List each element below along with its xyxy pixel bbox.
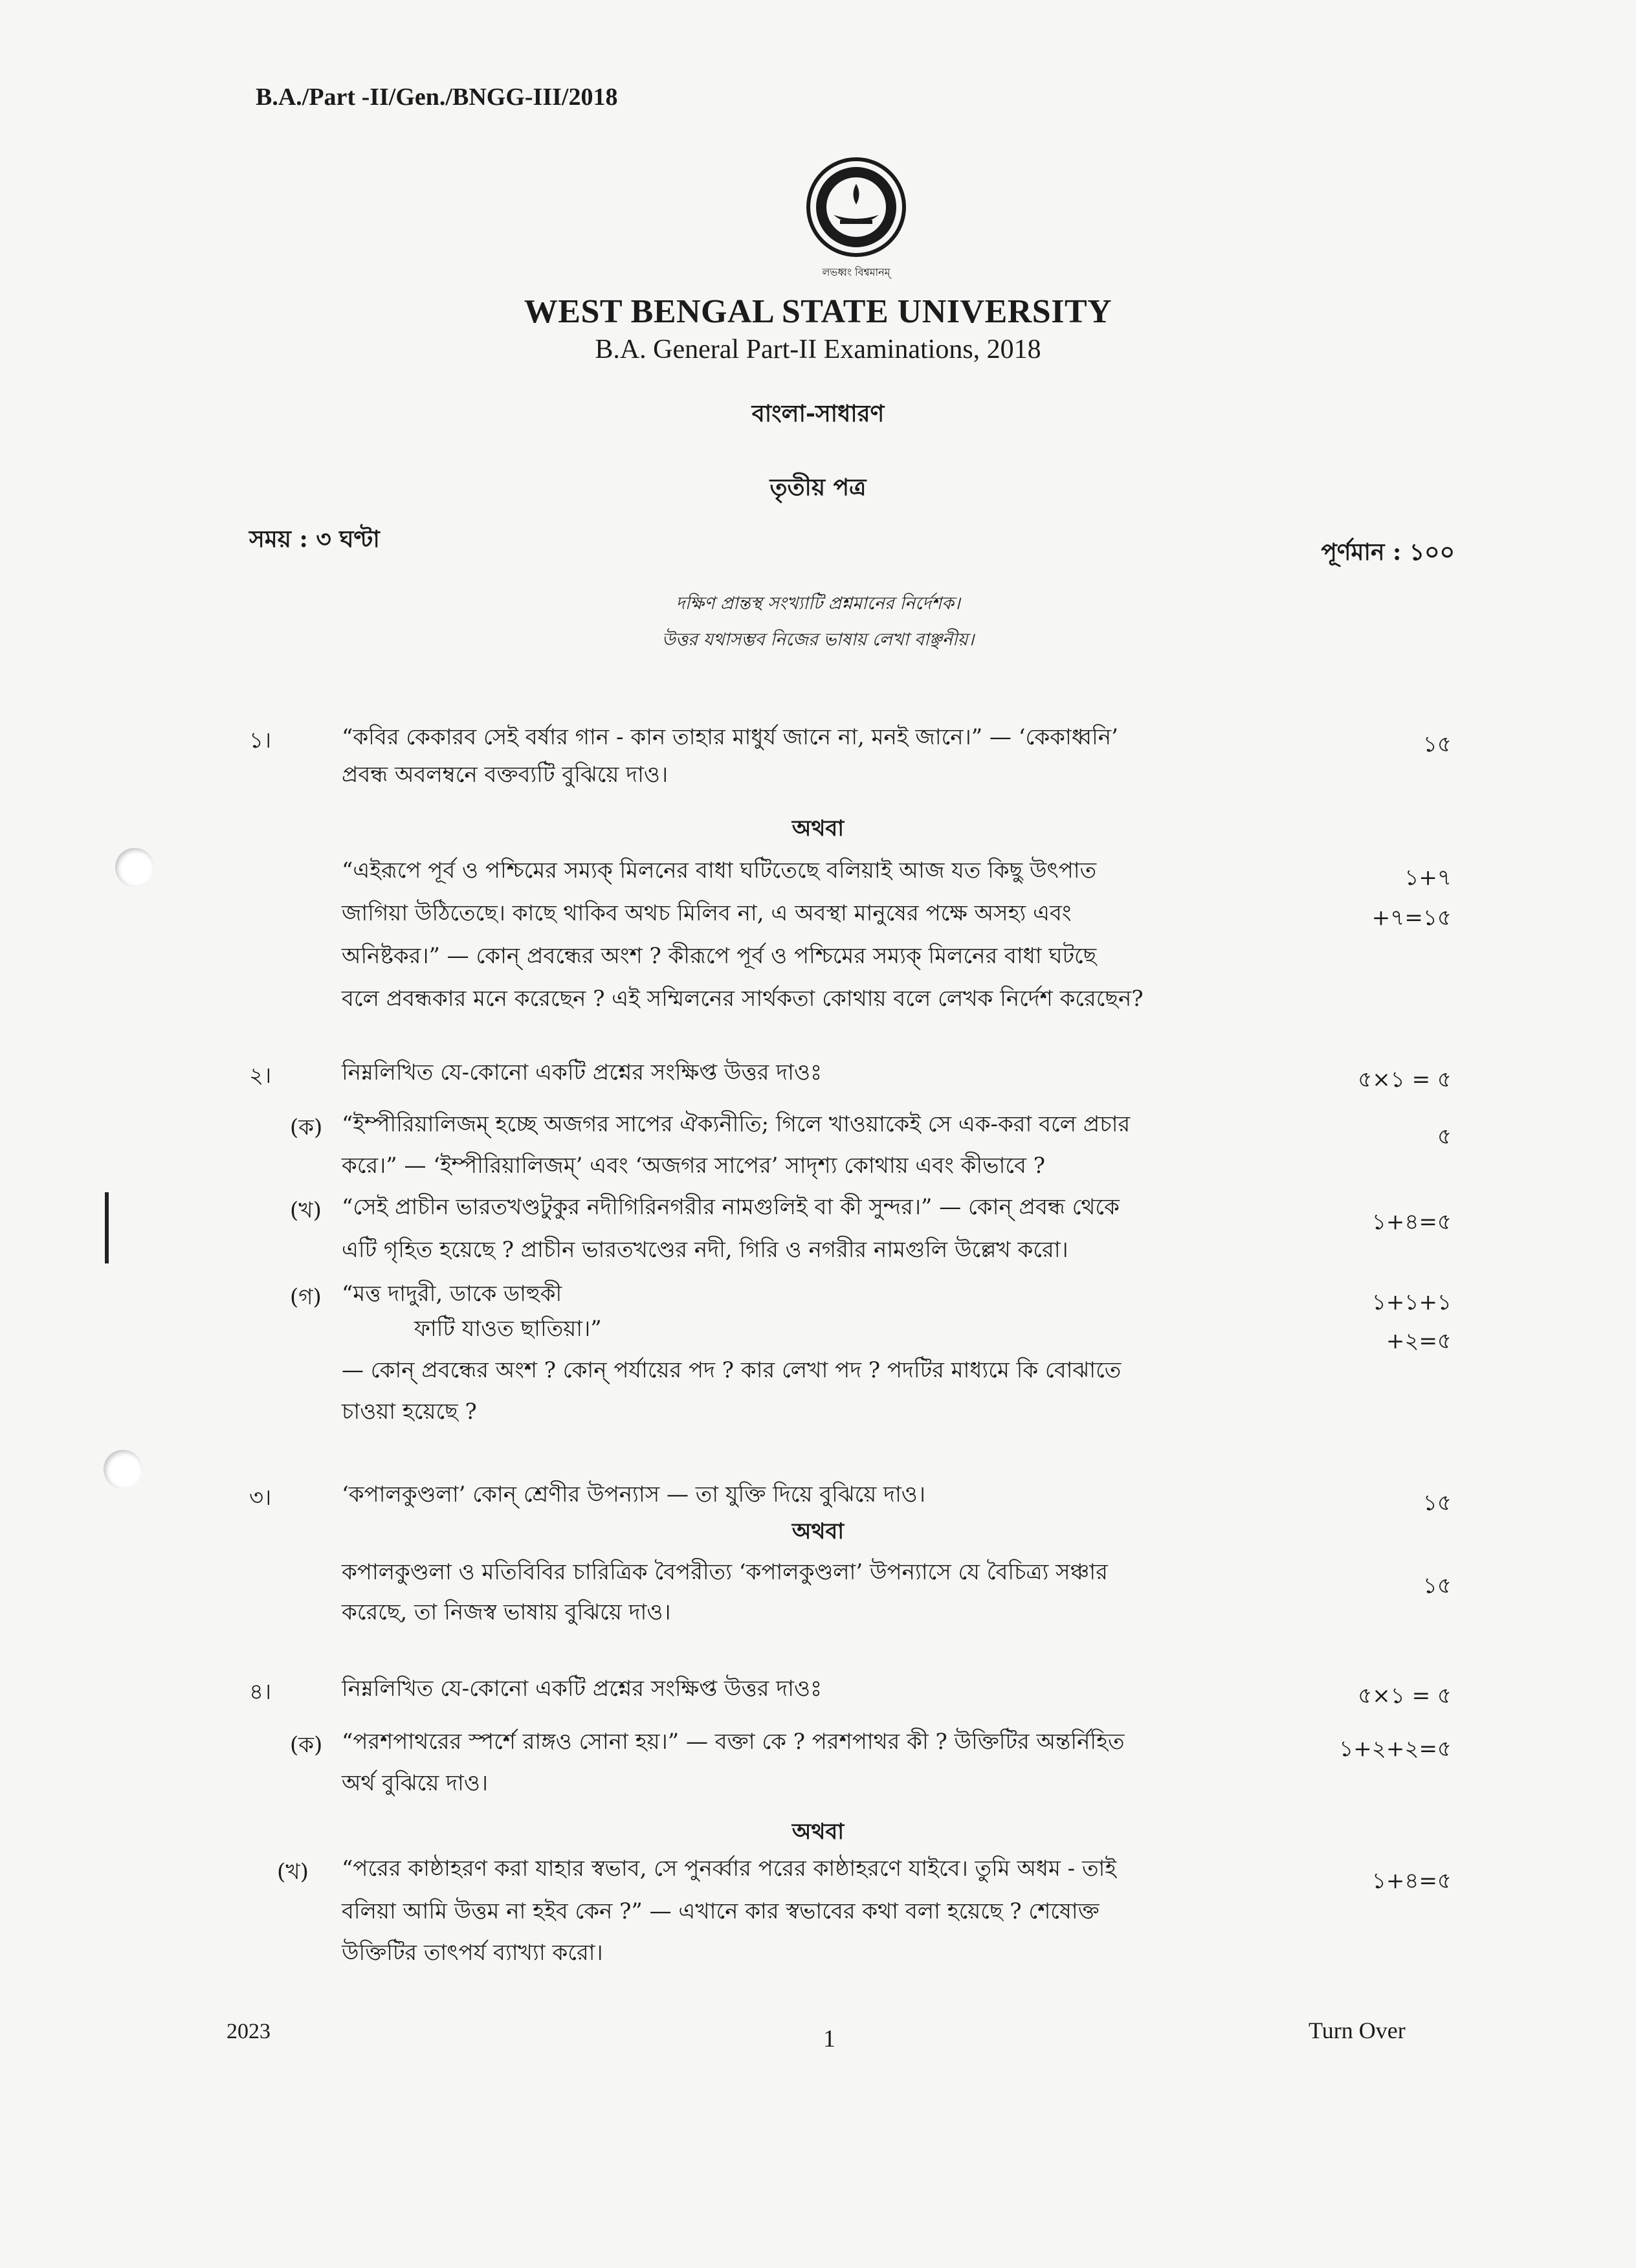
university-logo-icon (795, 155, 918, 285)
paper-title: তৃতীয় পত্র (769, 474, 867, 501)
question-text: জাগিয়া উঠিতেছে। কাছে থাকিব অথচ মিলিব না, এ অবস্থা মানুষের পক্ষে অসহ্য এবং (342, 900, 1072, 926)
question-text: “কবির কেকারব সেই বর্ষার গান - কান তাহার মাধুর্য জানে না, মনই জানে।” — ‘কেকাধ্বনি’ (342, 724, 1118, 750)
question-text: কপালকুণ্ডলা ও মতিবিবির চারিত্রিক বৈপরীত্য ‘কপালকুণ্ডলা’ উপন্যাসে যে বৈচিত্র্য সঞ্চার (342, 1559, 1108, 1585)
question-text: করে।” — ‘ইম্পীরিয়ালিজম্’ এবং ‘অজগর সাপের’ সাদৃশ্য কোথায় এবং কীভাবে ? (342, 1153, 1045, 1179)
question-text: “পরশপাথরের স্পর্শে রাঙ্গও সোনা হয়।” — বক্তা কে ? পরশপাথর কী ? উক্তিটির অন্তর্নিহিত (342, 1729, 1125, 1755)
question-number: ৩। (249, 1485, 272, 1511)
page-number: 1 (823, 2025, 835, 2052)
instruction-1: দক্ষিণ প্রান্তস্থ সংখ্যাটি প্রশ্নমানের নির্দেশক। (676, 594, 960, 614)
sub-label: (ক) (290, 1732, 323, 1758)
university-name: WEST BENGAL STATE UNIVERSITY (524, 293, 1112, 330)
sub-label: (খ) (290, 1197, 322, 1223)
question-text: বলে প্রবন্ধকার মনে করেছেন ? এই সম্মিলনের সার্থকতা কোথায় বলে লেখক নির্দেশ করেছেন? (342, 986, 1144, 1012)
question-marks: ১+২+২=৫ (1339, 1736, 1452, 1762)
question-text: “সেই প্রাচীন ভারতখণ্ডটুকুর নদীগিরিনগরীর নামগুলিই বা কী সুন্দর।” — কোন্ প্রবন্ধ থেকে (342, 1194, 1120, 1220)
question-marks: ৫×১ = ৫ (1358, 1067, 1452, 1093)
margin-mark (105, 1192, 109, 1263)
question-text: ‘কপালকুণ্ডলা’ কোন্ শ্রেণীর উপন্যাস — তা যুক্তি দিয়ে বুঝিয়ে দাও। (342, 1482, 925, 1507)
full-marks: পূর্ণমান : ১০০ (1321, 539, 1455, 566)
instruction-2: উত্তর যথাসম্ভব নিজের ভাষায় লেখা বাঞ্ছনীয়। (661, 630, 975, 650)
or-label: অথবা (791, 816, 845, 841)
question-text: “মত্ত দাদুরী, ডাকে ডাহুকী (342, 1281, 562, 1307)
punch-hole (104, 1450, 142, 1489)
question-text: ফাটি যাওত ছাতিয়া।” (414, 1316, 602, 1342)
question-marks: +৭=১৫ (1371, 905, 1452, 931)
punch-hole (115, 848, 154, 887)
or-label: অথবা (791, 1518, 845, 1544)
time-allowed: সময় : ৩ ঘণ্টা (249, 526, 380, 553)
question-text: এটি গৃহিত হয়েছে ? প্রাচীন ভারতখণ্ডের নদী, গিরি ও নগরীর নামগুলি উল্লেখ করো। (342, 1237, 1068, 1263)
question-heading: নিম্নলিখিত যে-কোনো একটি প্রশ্নের সংক্ষিপ্ত উত্তর দাওঃ (342, 1676, 823, 1702)
question-number: ৪। (249, 1679, 272, 1705)
question-marks: ৫×১ = ৫ (1358, 1683, 1452, 1709)
exam-title: B.A. General Part-II Examinations, 2018 (595, 335, 1041, 364)
question-heading: নিম্নলিখিত যে-কোনো একটি প্রশ্নের সংক্ষিপ্ত উত্তর দাওঃ (342, 1060, 823, 1085)
question-text: “পরের কাষ্ঠাহরণ করা যাহার স্বভাব, সে পুনর্ব্বার পরের কাষ্ঠাহরণে যাইবে। তুমি অধম - তাই (342, 1856, 1116, 1882)
subject-title: বাংলা-সাধারণ (751, 400, 885, 427)
question-marks: ১৫ (1422, 731, 1452, 757)
footer-code: 2023 (227, 2019, 271, 2043)
question-text: — কোন্ প্রবন্ধের অংশ ? কোন্ পর্যায়ের পদ ? কার লেখা পদ ? পদটির মাধ্যমে কি বোঝাতে (342, 1357, 1122, 1383)
question-text: অর্থ বুঝিয়ে দাও। (342, 1770, 489, 1796)
question-text: “এইরূপে পূর্ব ও পশ্চিমের সম্যক্ মিলনের বাধা ঘটিতেছে বলিয়াই আজ যত কিছু উৎপাত (342, 858, 1097, 884)
question-marks: ৫ (1437, 1124, 1452, 1150)
sub-label: (গ) (290, 1284, 322, 1310)
logo-motto: লভধ্বং বিশ্বমানম্ (822, 266, 890, 278)
question-text: উক্তিটির তাৎপর্য ব্যাখ্যা করো। (342, 1940, 603, 1966)
question-text: প্রবন্ধ অবলম্বনে বক্তব্যটি বুঝিয়ে দাও। (342, 762, 669, 788)
question-marks: ১+৭ (1404, 865, 1452, 891)
question-marks: ১৫ (1422, 1573, 1452, 1599)
sub-label: (ক) (290, 1115, 323, 1140)
question-marks: ১৫ (1422, 1490, 1452, 1516)
question-text: অনিষ্টকর।” — কোন্ প্রবন্ধের অংশ ? কীরূপে পূর্ব ও পশ্চিমের সম্যক্ মিলনের বাধা ঘটছে (342, 943, 1097, 969)
question-marks: ১+৪=৫ (1371, 1209, 1452, 1235)
or-label: অথবা (791, 1819, 845, 1845)
question-number: ২। (249, 1063, 272, 1089)
turn-over-label: Turn Over (1309, 2018, 1406, 2043)
paper-code: B.A./Part -II/Gen./BNGG-III/2018 (256, 83, 618, 111)
question-marks: ১+১+১ (1371, 1289, 1452, 1315)
question-marks: ১+৪=৫ (1371, 1868, 1452, 1894)
question-number: ১। (249, 728, 272, 753)
sub-label: (খ) (277, 1859, 309, 1885)
question-text: করেছে, তা নিজস্ব ভাষায় বুঝিয়ে দাও। (342, 1599, 671, 1625)
question-text: চাওয়া হয়েছে ? (342, 1399, 477, 1425)
question-text: “ইম্পীরিয়ালিজম্ হচ্ছে অজগর সাপের ঐক্যনীতি; গিলে খাওয়াকেই সে এক-করা বলে প্রচার (342, 1111, 1131, 1137)
question-marks: +২=৫ (1386, 1328, 1452, 1354)
question-text: বলিয়া আমি উত্তম না হইব কেন ?” — এখানে কার স্বভাবের কথা বলা হয়েছে ? শেষোক্ত (342, 1898, 1100, 1924)
